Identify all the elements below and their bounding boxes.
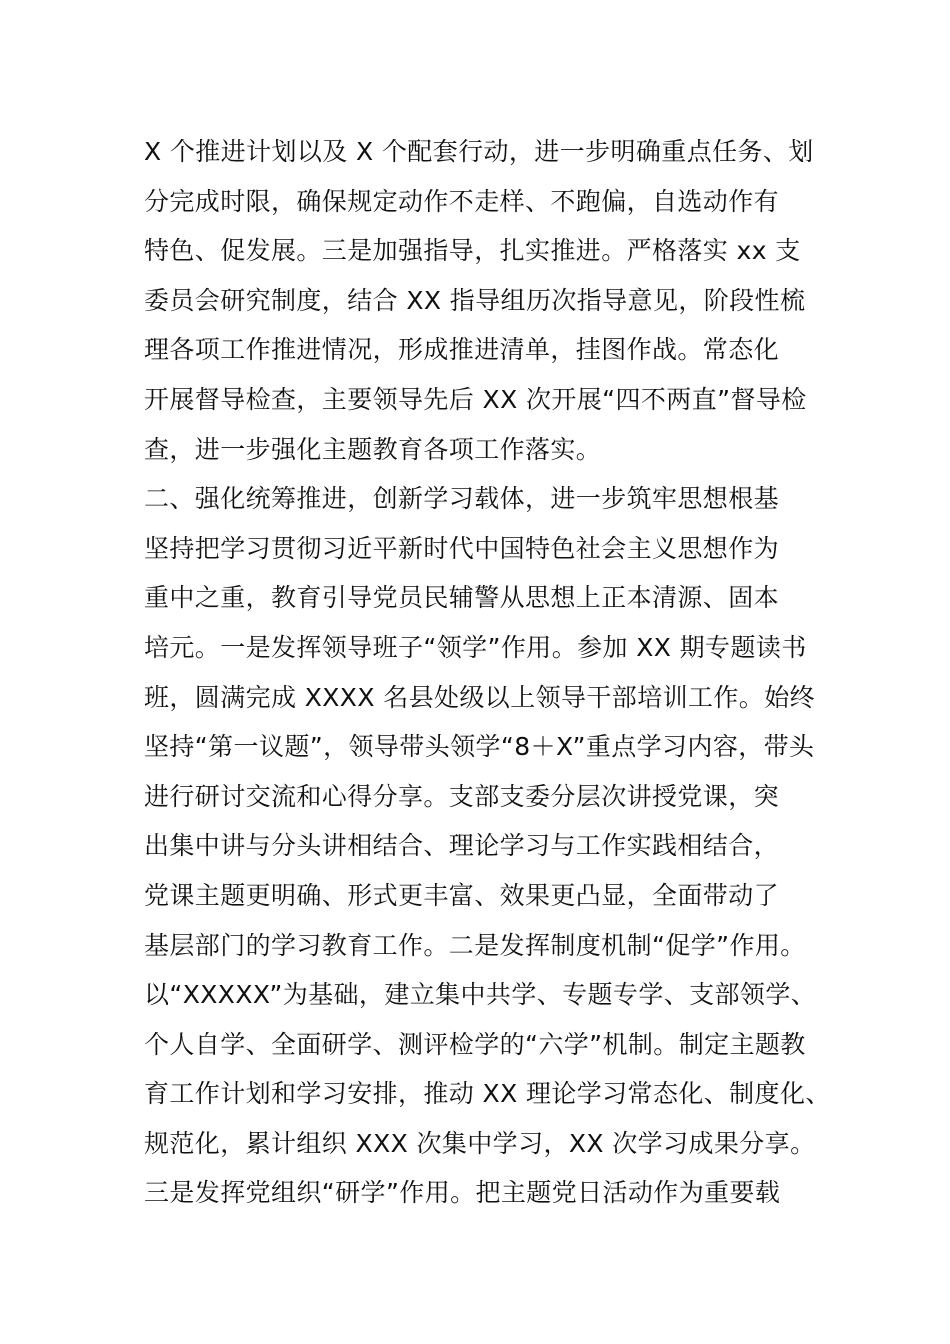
text-line: 规范化，累计组织 XXX 次集中学习，XX 次学习成果分享。 — [144, 1128, 816, 1158]
text-line: 分完成时限，确保规定动作不走样、不跑偏，自选动作有 — [144, 186, 780, 216]
text-line: 坚持把学习贯彻习近平新时代中国特色社会主义思想作为 — [144, 533, 780, 563]
text-line: 坚持“第一议题”，领导带头领学“8＋X”重点学习内容，带头 — [144, 732, 815, 762]
text-line: 查，进一步强化主题教育各项工作落实。 — [144, 434, 602, 464]
text-line: 特色、促发展。三是加强指导，扎实推进。严格落实 xx 支 — [144, 236, 801, 266]
text-line: 理各项工作推进情况，形成推进清单，挂图作战。常态化 — [144, 335, 780, 365]
text-line: 班，圆满完成 XXXX 名县处级以上领导干部培训工作。始终 — [144, 682, 816, 712]
text-line: X 个推进计划以及 X 个配套行动，进一步明确重点任务、划 — [144, 137, 814, 166]
text-line: 基层部门的学习教育工作。二是发挥制度机制“促学”作用。 — [144, 930, 806, 960]
text-line: 开展督导检查，主要领导先后 XX 次开展“四不两直”督导检 — [144, 384, 807, 414]
text-line: 以“XXXXX”为基础，建立集中共学、专题专学、支部领学、 — [144, 980, 817, 1010]
section-heading: 二、强化统筹推进，创新学习载体，进一步筑牢思想根基 — [144, 484, 780, 514]
text-line: 重中之重，教育引导党员民辅警从思想上正本清源、固本 — [144, 583, 780, 613]
text-line: 培元。一是发挥领导班子“领学”作用。参加 XX 期专题读书 — [144, 632, 807, 662]
text-line: 委员会研究制度，结合 XX 指导组历次指导意见，阶段性梳 — [144, 285, 806, 315]
text-line: 育工作计划和学习安排，推动 XX 理论学习常态化、制度化、 — [144, 1079, 831, 1109]
text-line: 个人自学、全面研学、测评检学的“六学”机制。制定主题教 — [144, 1029, 806, 1059]
text-line: 三是发挥党组织“研学”作用。把主题党日活动作为重要载 — [144, 1178, 781, 1208]
text-line: 出集中讲与分头讲相结合、理论学习与工作实践相结合， — [144, 831, 780, 861]
text-line: 党课主题更明确、形式更丰富、效果更凸显，全面带动了 — [144, 880, 780, 910]
document-body — [144, 127, 834, 1218]
text-line: 进行研讨交流和心得分享。支部支委分层次讲授党课，突 — [144, 781, 780, 811]
